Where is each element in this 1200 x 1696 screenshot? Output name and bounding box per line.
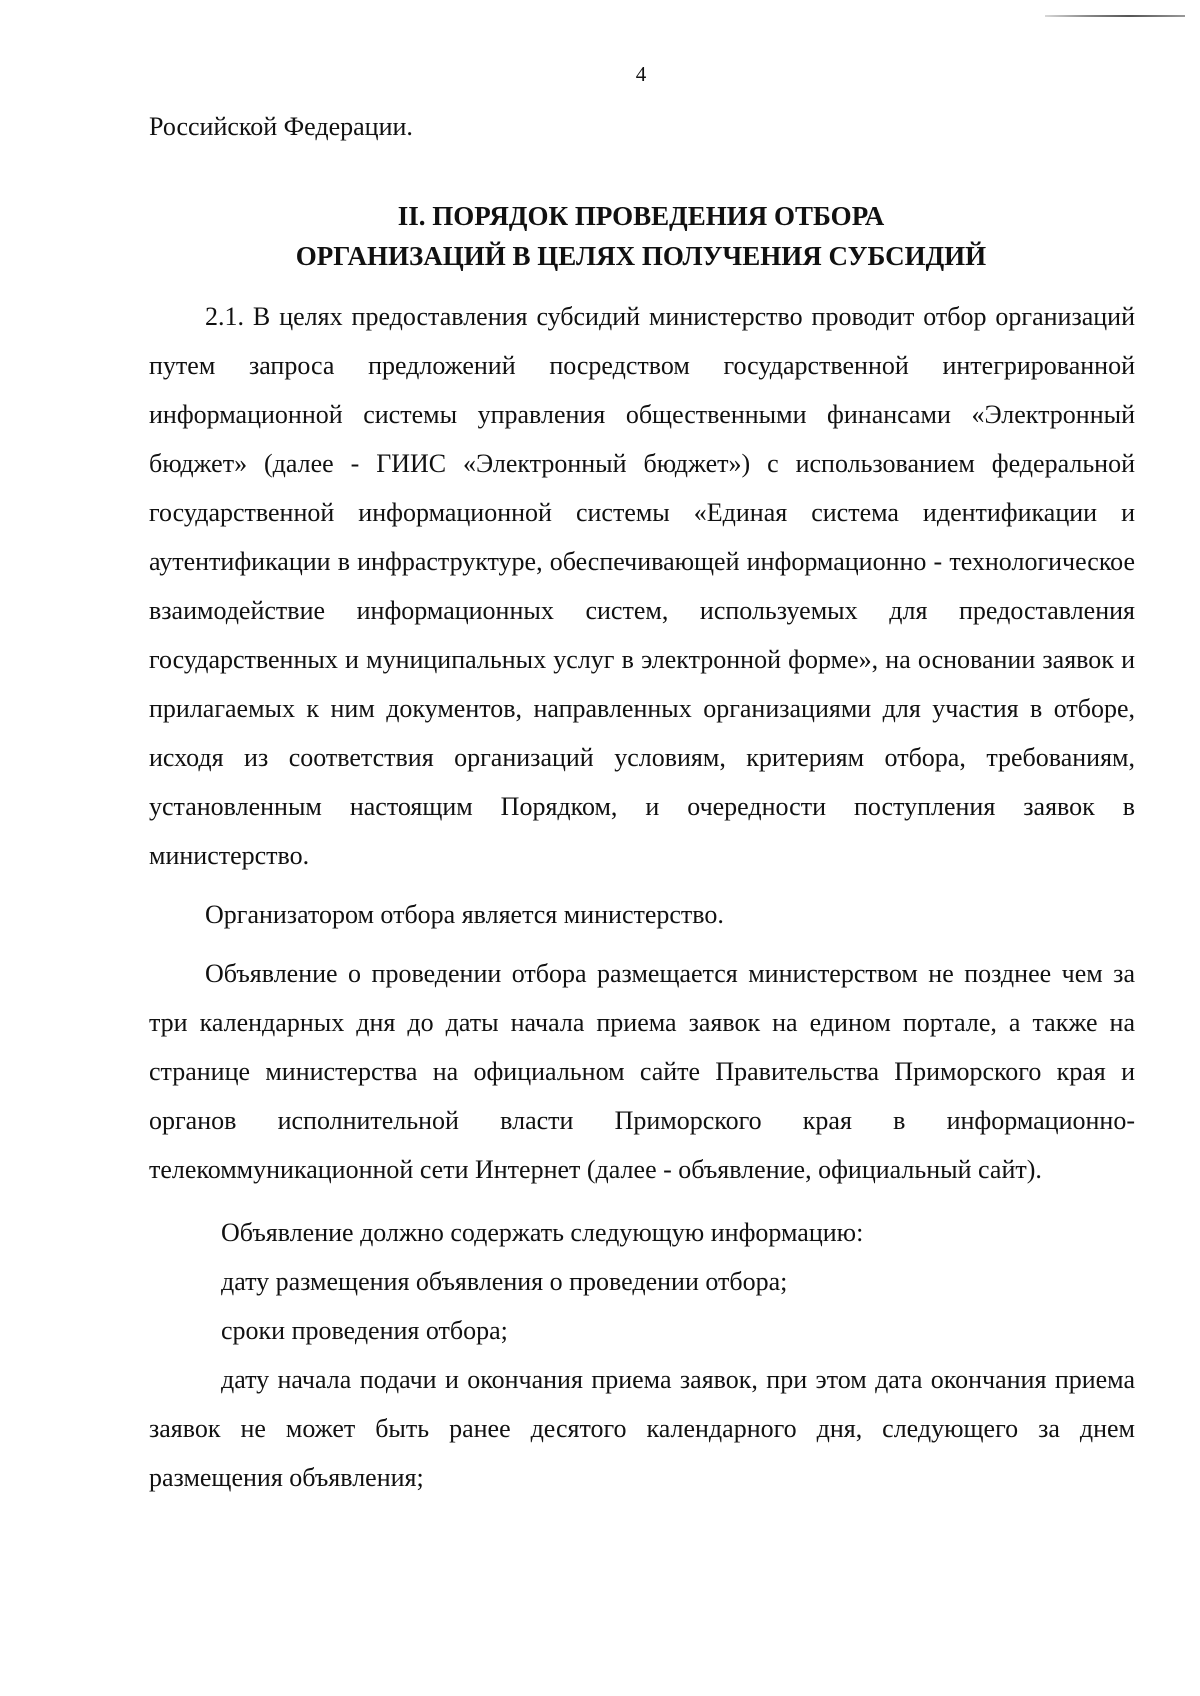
paragraph-announcement: Объявление о проведении отбора размещается министерством не позднее чем за три календарных дня до даты начала приема заявок на едином портале, а также на странице министерства на официальном сайте Правительства Приморского края и органов исполнительной власти Приморского края в информационно-телекоммуникационной сети Интернет (далее - объявление, официальный сайт). [149,959,1135,1184]
list-item-publication-date: дату размещения объявления о проведении отбора; [221,1267,788,1296]
section-heading [0,196,1200,276]
list-item-application-dates: дату начала подачи и окончания приема заявок, при этом дата окончания приема заявок не может быть ранее десятого календарного дня, следующего за днем размещения объявления; [149,1365,1135,1492]
continuation-text: Российской Федерации. [149,112,413,141]
section-heading-line-1: II. ПОРЯДОК ПРОВЕДЕНИЯ ОТБОРА [397,201,885,231]
paragraph-2-1: 2.1. В целях предоставления субсидий министерство проводит отбор организаций путем запроса предложений посредством государственной интегрированной информационной системы управления общественными финансами «Электронный бюджет» (далее - ГИИС «Электронный бюджет») с использованием федеральной государственной информационной системы «Единая система идентификации и аутентификации в инфраструктуре, обеспечивающей информационно - технологическое взаимодействие информационных систем, используемых для предоставления государственных и муниципальных услуг в электронной форме», на основании заявок и прилагаемых к ним документов, направленных организациями для участия в отборе, исходя из соответствия организаций условиям, критериям отбора, требованиям, установленным настоящим Порядком, и очередности поступления заявок в министерство. [149,302,1135,870]
scan-artifact-line [1045,15,1185,17]
page-number: 4 [635,62,647,86]
list-item-selection-period: сроки проведения отбора; [221,1316,508,1345]
document-body [149,292,1135,1502]
paragraph-announcement-contents: Объявление должно содержать следующую информацию: [221,1218,864,1247]
section-heading-line-2: ОРГАНИЗАЦИЙ В ЦЕЛЯХ ПОЛУЧЕНИЯ СУБСИДИЙ [295,241,987,271]
paragraph-organizer: Организатором отбора является министерство. [205,900,724,929]
